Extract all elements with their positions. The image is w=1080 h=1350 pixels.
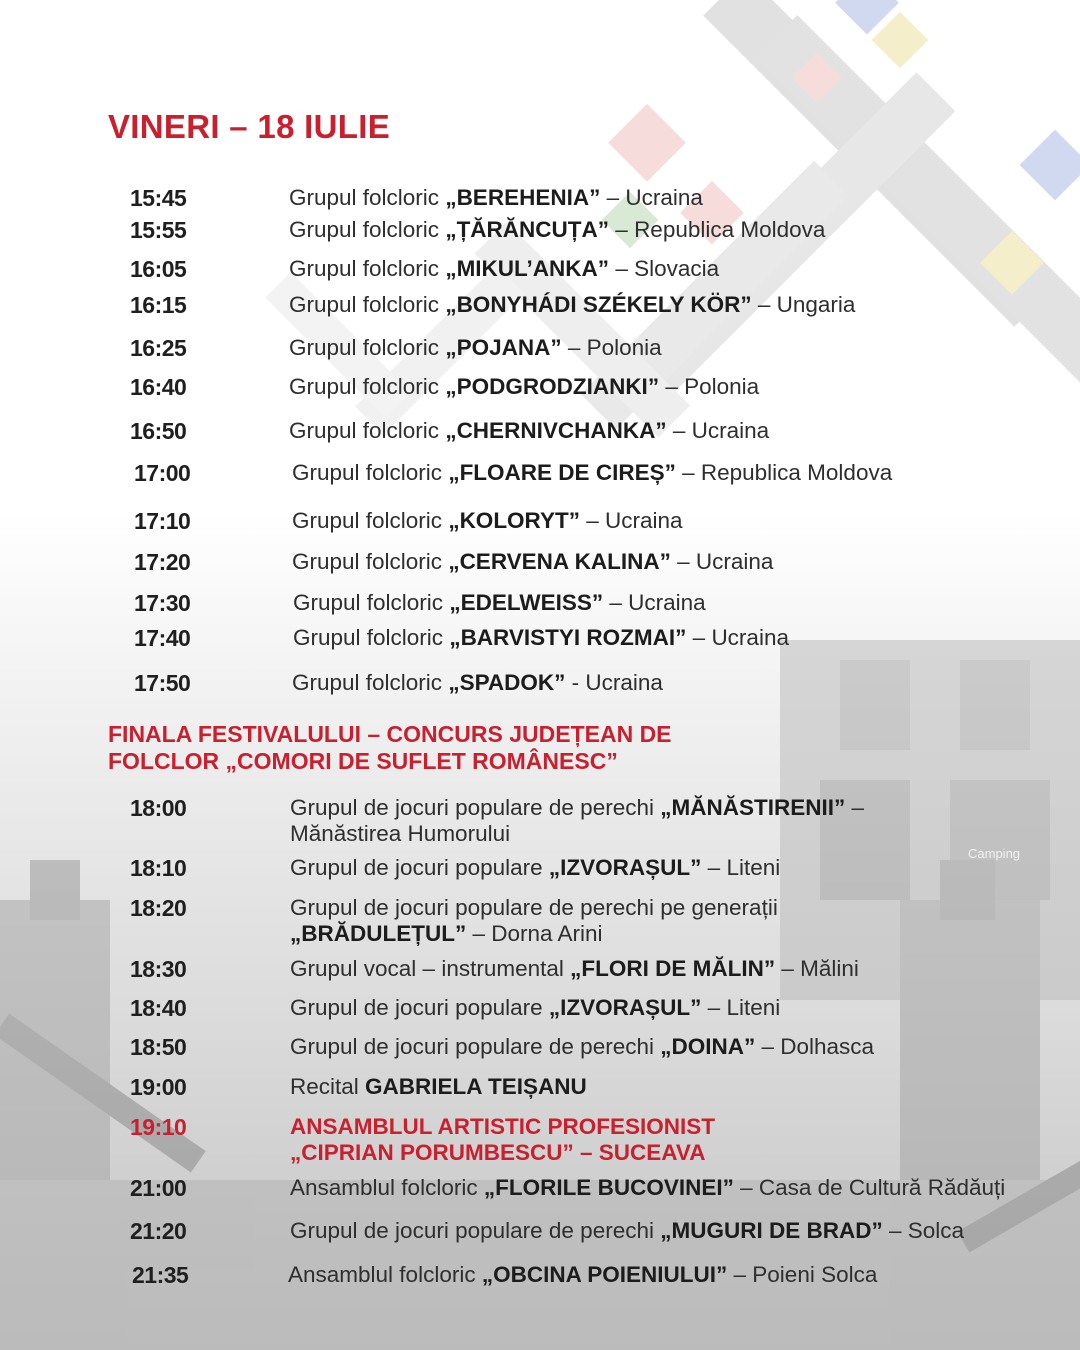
final-entry: Grupul de jocuri populare de perechi „MĂNĂSTIRENII” – Mănăstirea Humorului <box>290 795 864 846</box>
schedule-entry: Grupul folcloric „FLOARE DE CIREȘ” – Republica Moldova <box>292 460 893 485</box>
schedule-time: 16:40 <box>130 374 187 400</box>
schedule-entry: Grupul folcloric „PODGRODZIANKI” – Polonia <box>289 374 760 399</box>
schedule-entry: Grupul folcloric „KOLORYT” – Ucraina <box>292 508 683 533</box>
final-row-headliner <box>0 1114 1080 1165</box>
schedule-time: 17:50 <box>134 670 191 696</box>
schedule-entry: Grupul folcloric „BARVISTYI ROZMAI” – Ucraina <box>293 625 789 650</box>
schedule-time: 16:25 <box>130 335 187 361</box>
schedule-row <box>0 670 1080 700</box>
schedule-entry: Grupul folcloric „ȚĂRĂNCUȚA” – Republica Moldova <box>289 217 826 242</box>
schedule-time: 17:40 <box>134 625 191 651</box>
schedule-time: 17:00 <box>134 460 191 486</box>
schedule-row <box>0 335 1080 365</box>
section-heading <box>108 721 672 775</box>
schedule-entry: Grupul folcloric „CHERNIVCHANKA” – Ucraina <box>289 418 770 443</box>
final-entry: Ansamblul folcloric „FLORILE BUCOVINEI” – Casa de Cultură Rădăuți <box>290 1175 1006 1200</box>
schedule-time: 15:45 <box>130 185 187 211</box>
schedule-row <box>0 508 1080 538</box>
schedule-row <box>0 374 1080 404</box>
final-time: 18:10 <box>130 855 187 881</box>
final-time: 18:40 <box>130 995 187 1021</box>
final-time: 21:20 <box>130 1218 187 1244</box>
schedule-time: 17:30 <box>134 590 191 616</box>
final-time: 19:00 <box>130 1074 187 1100</box>
final-entry: Ansamblul folcloric „OBCINA POIENIULUI” – Poieni Solca <box>288 1262 878 1287</box>
schedule-entry: Grupul folcloric „CERVENA KALINA” – Ucraina <box>292 549 774 574</box>
schedule-time: 16:05 <box>130 256 187 282</box>
final-time: 18:20 <box>130 895 187 921</box>
schedule-entry: Grupul folcloric „SPADOK” - Ucraina <box>292 670 663 695</box>
page-title: VINERI – 18 IULIE <box>108 108 391 145</box>
schedule-time: 17:20 <box>134 549 191 575</box>
final-entry: Grupul vocal – instrumental „FLORI DE MĂLIN” – Mălini <box>290 956 859 981</box>
final-row <box>0 1074 1080 1104</box>
schedule-row <box>0 549 1080 579</box>
final-time: 21:35 <box>132 1262 189 1288</box>
final-time: 18:50 <box>130 1034 187 1060</box>
final-time: 18:00 <box>130 795 187 821</box>
section-heading-line: FINALA FESTIVALULUI – CONCURS JUDEȚEAN DE <box>108 721 672 747</box>
final-row <box>0 795 1080 846</box>
schedule-entry: Grupul folcloric „POJANA” – Polonia <box>289 335 662 360</box>
background-sign: Camping <box>968 846 1021 861</box>
final-entry: Grupul de jocuri populare „IZVORAȘUL” – Liteni <box>290 995 781 1020</box>
schedule-row <box>0 625 1080 655</box>
final-time: 18:30 <box>130 956 187 982</box>
schedule-row <box>0 256 1080 286</box>
schedule-row <box>0 292 1080 322</box>
schedule-entry: Grupul folcloric „BONYHÁDI SZÉKELY KÖR” – Ungaria <box>289 292 856 317</box>
motif-square <box>608 104 686 182</box>
schedule-entry: Grupul folcloric „MIKUL’ANKA” – Slovacia <box>289 256 720 281</box>
schedule-row <box>0 185 1080 215</box>
final-entry: Recital GABRIELA TEIȘANU <box>290 1074 587 1099</box>
final-row <box>0 1262 1080 1292</box>
final-entry: Grupul de jocuri populare de perechi „DOINA” – Dolhasca <box>290 1034 875 1059</box>
schedule-time: 15:55 <box>130 217 187 243</box>
final-row <box>0 1034 1080 1064</box>
schedule-entry: Grupul folcloric „BEREHENIA” – Ucraina <box>289 185 703 210</box>
final-time: 21:00 <box>130 1175 187 1201</box>
final-entry: Grupul de jocuri populare de perechi pe generații „BRĂDULEȚUL” – Dorna Arini <box>290 895 778 946</box>
final-row <box>0 895 1080 946</box>
final-entry-headliner: ANSAMBLUL ARTISTIC PROFESIONIST „CIPRIAN PORUMBESCU” – SUCEAVA <box>290 1114 716 1165</box>
final-row <box>0 995 1080 1025</box>
final-entry: Grupul de jocuri populare de perechi „MUGURI DE BRAD” – Solca <box>290 1218 965 1243</box>
final-row <box>0 1175 1080 1205</box>
section-heading-line: FOLCLOR „COMORI DE SUFLET ROMÂNESC” <box>108 748 618 774</box>
schedule-row <box>0 460 1080 490</box>
final-row <box>0 855 1080 885</box>
final-row <box>0 956 1080 986</box>
schedule-row <box>0 590 1080 620</box>
final-time: 19:10 <box>130 1114 187 1140</box>
schedule-time: 16:15 <box>130 292 187 318</box>
schedule-entry: Grupul folcloric „EDELWEISS” – Ucraina <box>293 590 706 615</box>
schedule-time: 16:50 <box>130 418 187 444</box>
schedule-row <box>0 418 1080 448</box>
final-row <box>0 1218 1080 1248</box>
schedule-time: 17:10 <box>134 508 191 534</box>
schedule-row <box>0 217 1080 247</box>
final-entry: Grupul de jocuri populare „IZVORAȘUL” – Liteni <box>290 855 781 880</box>
